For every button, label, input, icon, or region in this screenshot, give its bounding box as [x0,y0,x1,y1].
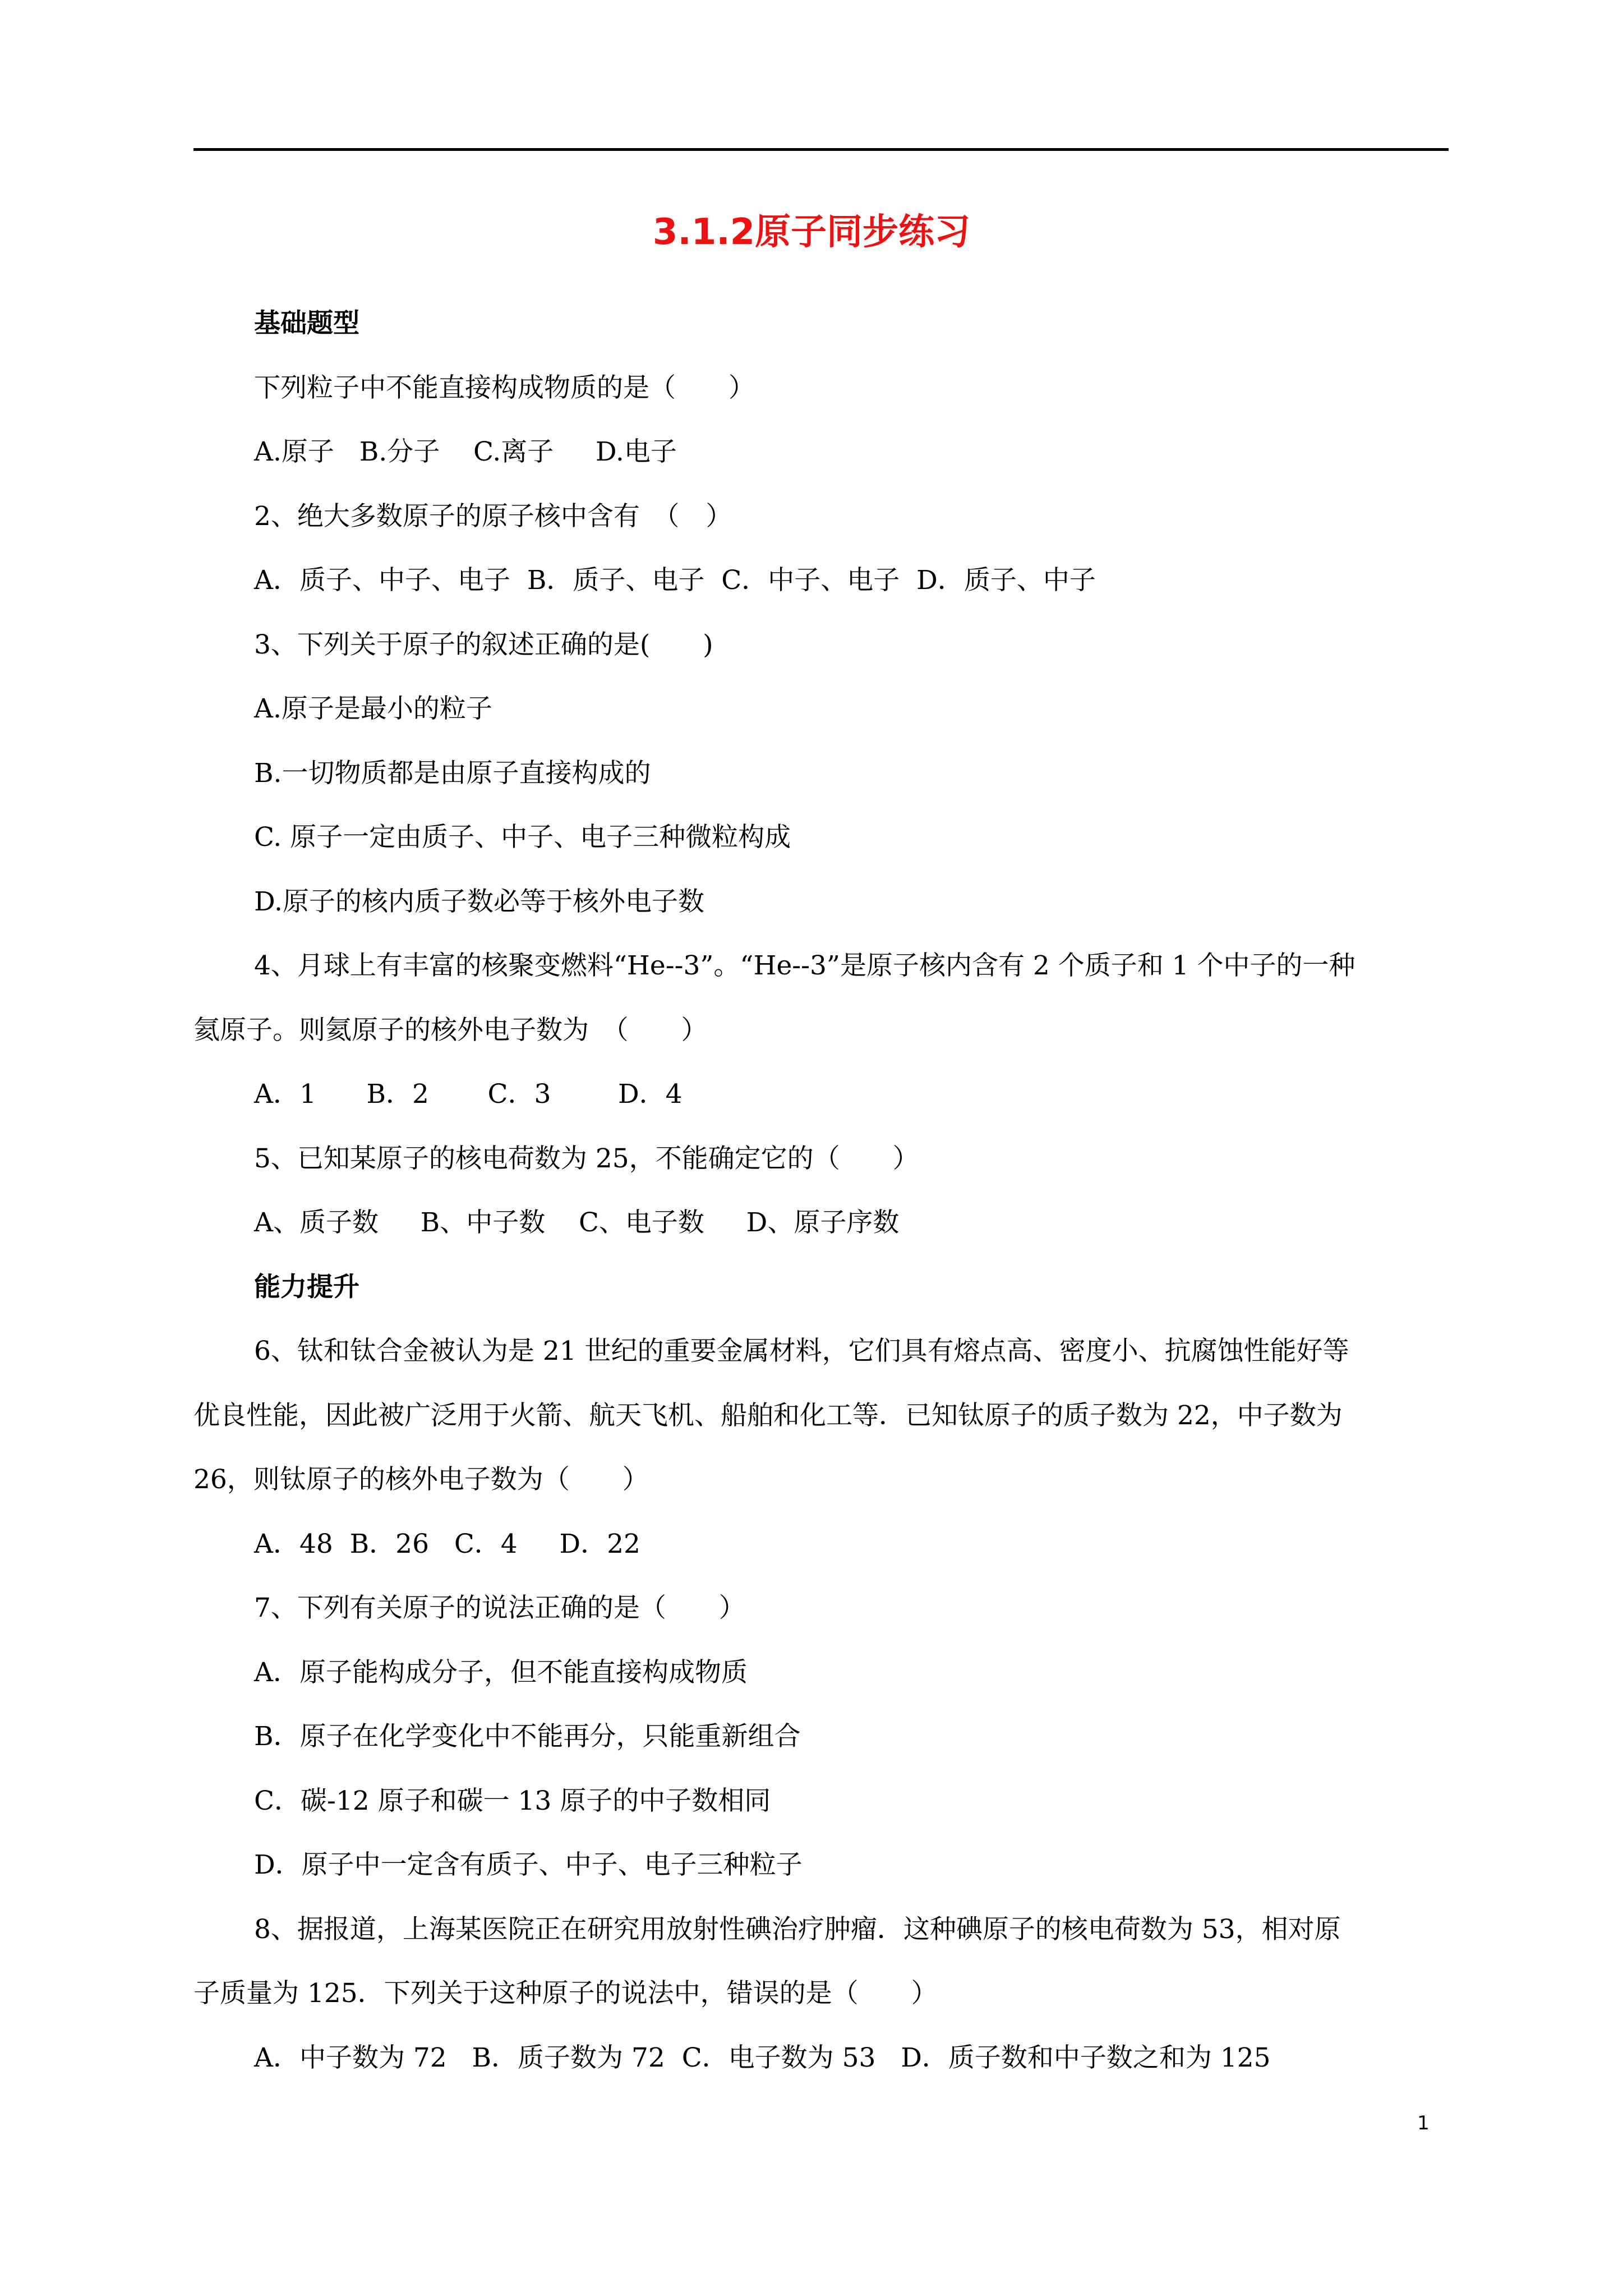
question-6-stem-line-2: 优良性能，因此被广泛用于火箭、航天飞机、船舶和化工等．已知钛原子的质子数为 22，中子数为 [193,1400,1343,1431]
question-1-stem: 下列粒子中不能直接构成物质的是（ ） [254,372,755,403]
question-6-stem-line-3: 26，则钛原子的核外电子数为（ ） [193,1464,649,1495]
question-4-stem-line-1: 4、月球上有丰富的核聚变燃料“He--3”。“He--3”是原子核内含有 2 个质子和 1 个中子的一种 [254,950,1355,981]
option-d: D．22 [559,1528,640,1559]
question-5-options [254,1191,1449,1255]
option-d: D．4 [617,1079,683,1110]
question-3-option-b: B.一切物质都是由原子直接构成的 [254,757,651,789]
question-7-option-a: A．原子能构成分子，但不能直接构成物质 [254,1657,748,1688]
question-3-option-a: A.原子是最小的粒子 [254,693,492,724]
question-6-stem-line-1: 6、钛和钛合金被认为是 21 世纪的重要金属材料，它们具有熔点高、密度小、抗腐蚀性能好等 [254,1336,1349,1366]
option-c: C．中子、电子 [721,565,900,596]
header-rule [193,148,1449,151]
question-8-stem-line-1: 8、据报道，上海某医院正在研究用放射性碘治疗肿瘤．这种碘原子的核电荷数为 53，相对原 [254,1913,1341,1945]
option-b: B．2 [366,1079,429,1110]
option-c: C．4 [454,1528,518,1559]
option-d: D.电子 [595,436,677,467]
option-b: B．质子数为 72 [472,2042,665,2073]
option-a: A.原子 [254,436,334,467]
question-3-option-d: D.原子的核内质子数必等于核外电子数 [254,886,704,917]
question-3-stem: 3、下列关于原子的叙述正确的是( ) [254,629,713,660]
question-7-option-c: C．碳-12 原子和碳一 13 原子的中子数相同 [254,1785,771,1816]
option-b: B、中子数 [420,1207,546,1238]
question-8-stem-line-2: 子质量为 125．下列关于这种原子的说法中，错误的是（ ） [193,1978,938,2009]
question-7-stem: 7、下列有关原子的说法正确的是（ ） [254,1593,745,1623]
section-heading-basic: 基础题型 [254,308,359,339]
option-d: D．质子数和中子数之和为 125 [901,2042,1271,2073]
question-6-options [254,1512,1449,1577]
option-c: C、电子数 [578,1207,704,1238]
option-a: A．1 [254,1079,316,1110]
page-number: 1 [1417,2112,1430,2134]
question-7-option-d: D．原子中一定含有质子、中子、电子三种粒子 [254,1849,803,1880]
question-4-stem-line-2: 氦原子。则氦原子的核外电子数为 （ ） [193,1014,708,1046]
question-2-stem: 2、绝大多数原子的原子核中含有 （ ） [254,500,732,532]
option-b: B.分子 [359,436,440,467]
option-c: C.离子 [473,436,554,467]
option-c: C．3 [487,1079,551,1110]
option-d: D、原子序数 [746,1207,900,1238]
option-b: B．质子、电子 [527,565,705,596]
exercise-content [193,292,1449,2090]
option-b: B．26 [349,1528,429,1559]
option-a: A．质子、中子、电子 [254,565,510,596]
question-5-stem: 5、已知某原子的核电荷数为 25，不能确定它的（ ） [254,1143,919,1174]
question-8-options [254,2026,1449,2091]
question-3-option-c: C. 原子一定由质子、中子、电子三种微粒构成 [254,822,791,853]
question-1-options [254,420,1449,485]
option-d: D．质子、中子 [916,565,1096,596]
option-a: A、质子数 [254,1207,379,1238]
question-4-options [254,1062,1449,1127]
page-title: 3.1.2原子同步练习 [652,211,971,253]
option-a: A．48 [254,1528,333,1559]
question-2-options [254,549,1449,613]
question-7-option-b: B．原子在化学变化中不能再分，只能重新组合 [254,1721,801,1752]
option-c: C．电子数为 53 [681,2042,876,2073]
option-a: A．中子数为 72 [254,2042,447,2073]
section-heading-advanced: 能力提升 [254,1271,359,1303]
